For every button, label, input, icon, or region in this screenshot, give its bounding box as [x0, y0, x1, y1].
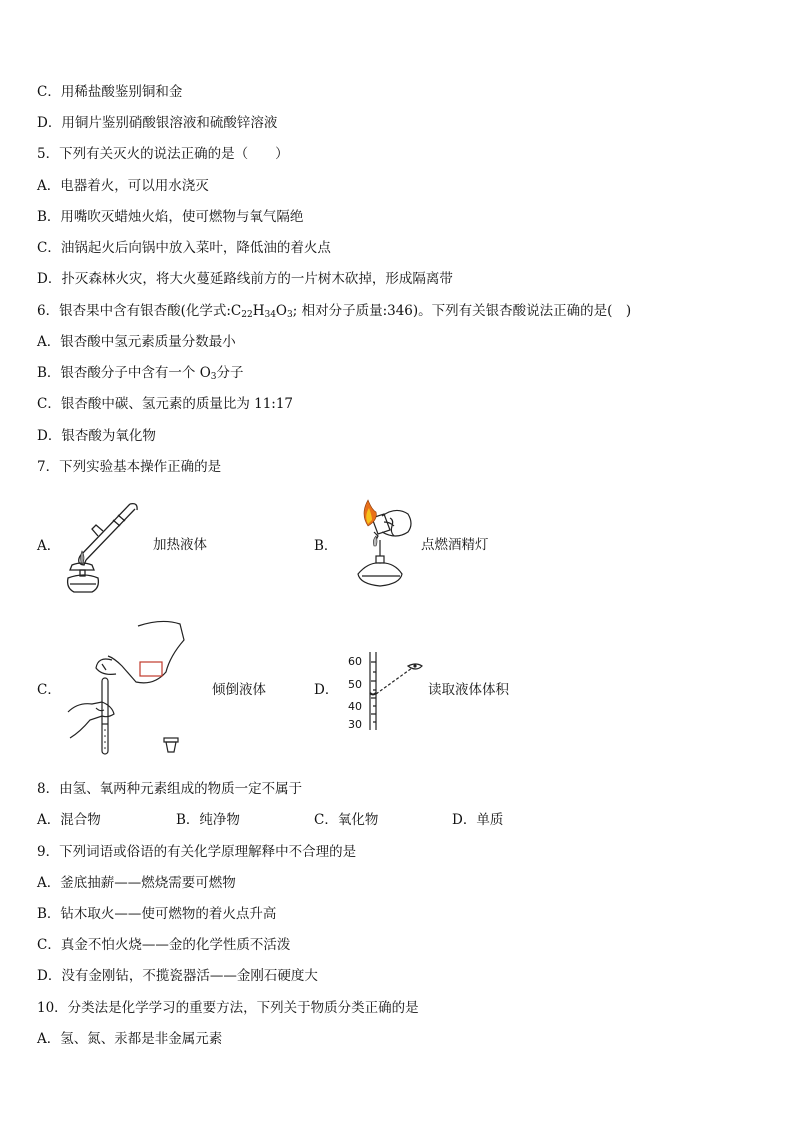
cylinder-tick-30: 30: [348, 718, 362, 731]
q7-option-a-letter: A．: [37, 538, 61, 554]
question-9-stem: 9．下列词语或俗语的有关化学原理解释中不合理的是: [37, 844, 357, 860]
q6-sub-h: 34: [264, 310, 276, 320]
q8-option-a: A．混合物: [37, 812, 101, 828]
q6-sub-o: 3: [287, 310, 293, 320]
q7-option-d-caption: 读取液体体积: [428, 682, 509, 698]
q6-stem-h: H: [252, 303, 265, 319]
heating-liquid-figure: [58, 498, 148, 596]
q9-option-b: B．钻木取火——使可燃物的着火点升高: [37, 906, 277, 922]
question-5-stem: 5．下列有关灭火的说法正确的是（ ）: [37, 146, 289, 162]
q6-option-c: C．银杏酸中碳、氢元素的质量比为 11:17: [37, 396, 294, 412]
q9-option-a: A．釜底抽薪——燃烧需要可燃物: [37, 875, 236, 891]
q6b-pre: B．银杏酸分子中含有一个 O: [37, 365, 211, 381]
q7-option-c-caption: 倾倒液体: [212, 682, 266, 698]
q4-option-c: C．用稀盐酸鉴别铜和金: [37, 84, 183, 100]
q6b-post: 分子: [216, 365, 244, 381]
q7-option-d-letter: D．: [314, 682, 339, 698]
q7-option-b-caption: 点燃酒精灯: [421, 537, 489, 553]
question-6-stem: [37, 302, 631, 320]
q6-stem-post: ; 相对分子质量:346)。下列有关银杏酸说法正确的是( ): [292, 303, 632, 319]
q7-option-b-letter: B．: [314, 538, 338, 554]
question-8-stem: 8．由氢、氧两种元素组成的物质一定不属于: [37, 781, 303, 797]
q5-option-a: A．电器着火，可以用水浇灭: [37, 178, 209, 194]
cylinder-tick-60: 60: [348, 655, 362, 668]
q6-sub-c: 22: [241, 310, 253, 320]
q6-option-b: [37, 364, 244, 382]
q4-option-d: D．用铜片鉴别硝酸银溶液和硫酸锌溶液: [37, 115, 278, 131]
q9-option-c: C．真金不怕火烧——金的化学性质不活泼: [37, 937, 291, 953]
q6-option-a: A．银杏酸中氢元素质量分数最小: [37, 334, 236, 350]
question-7-stem: 7．下列实验基本操作正确的是: [37, 459, 222, 475]
q7-option-a-caption: 加热液体: [153, 537, 207, 553]
q5-option-c: C．油锅起火后向锅中放入菜叶，降低油的着火点: [37, 240, 331, 256]
q5-option-b: B．用嘴吹灭蜡烛火焰，使可燃物与氧气隔绝: [37, 209, 304, 225]
cylinder-tick-50: 50: [348, 678, 362, 691]
question-10-stem: 10．分类法是化学学习的重要方法，下列关于物质分类正确的是: [37, 1000, 419, 1016]
q6-stem-o: O: [275, 303, 287, 319]
q10-option-a: A．氢、氮、汞都是非金属元素: [37, 1031, 223, 1047]
q9-option-d: D．没有金刚钻，不揽瓷器活——金刚石硬度大: [37, 968, 318, 984]
q7-option-c-letter: C．: [37, 682, 61, 698]
q8-option-d: D．单质: [452, 812, 504, 828]
q6b-sub: 3: [210, 372, 217, 382]
cylinder-tick-40: 40: [348, 700, 362, 713]
q8-option-c: C．氧化物: [314, 812, 379, 828]
q5-option-d: D．扑灭森林火灾，将大火蔓延路线前方的一片树木砍掉，形成隔离带: [37, 271, 453, 287]
q6-stem-pre: 6．银杏果中含有银杏酸(化学式:C: [37, 303, 242, 319]
lighting-alcohol-lamp-figure: [338, 496, 420, 588]
q6-option-d: D．银杏酸为氧化物: [37, 428, 156, 444]
q8-option-b: B．纯净物: [176, 812, 240, 828]
pouring-liquid-figure: [62, 616, 192, 760]
